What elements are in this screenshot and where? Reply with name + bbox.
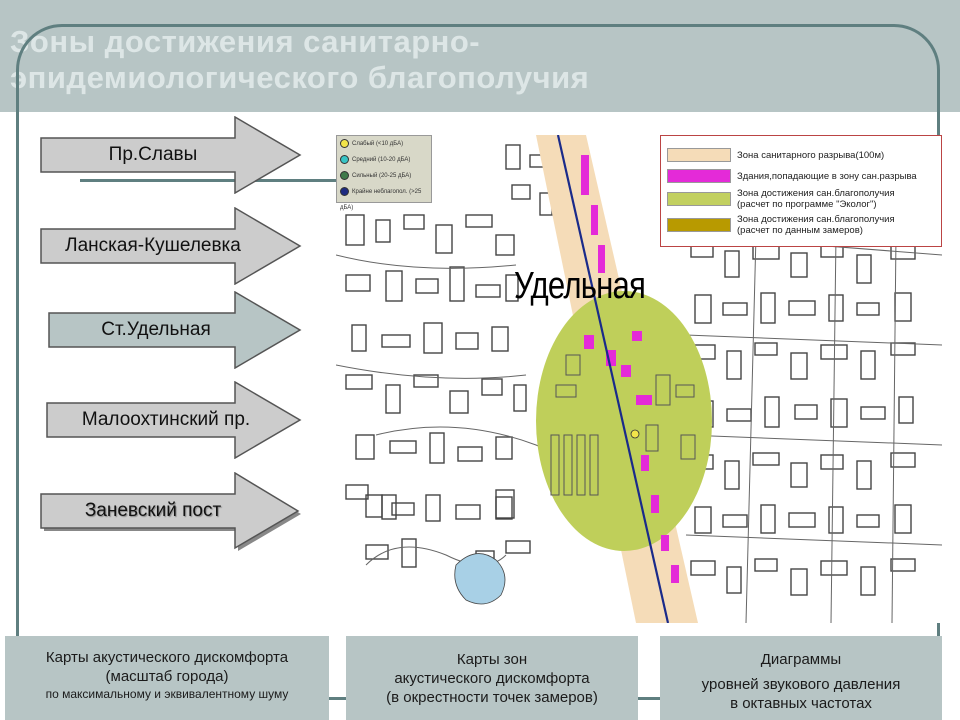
nav-label: Малоохтинский пр. [81,409,251,430]
bottom-box-diagrams[interactable] [660,636,942,720]
legend-swatch [667,218,731,232]
legend-dot-icon [340,155,349,164]
nav-label: Ланская-Кушелевка [65,235,241,256]
legend-dot-icon [340,187,349,196]
bottom-box-line-3: в октавных частотах [730,695,872,712]
legend-item: Крайне неблагопол. (>25 дБА) [340,184,431,216]
page-title [10,24,950,96]
legend-text: Зона достижения сан.благополучия (расчет по данным замеров) [737,214,895,236]
bottom-box-line-2: (масштаб города) [105,668,229,685]
bottom-box-line-2: акустического дискомфорта [394,670,590,687]
legend-dot-icon [340,139,349,148]
bottom-box-line-3: (в окрестности точек замеров) [386,689,598,706]
well-being-zone [536,291,712,551]
noise-zone-map [336,135,942,623]
measurement-point [631,430,639,438]
nav-arrow-zanevsky[interactable] [40,472,302,550]
title-line-2: эпидемиологического благополучия [10,60,590,95]
legend-item [667,186,941,212]
nav-arrow-malookhtinsky[interactable] [46,381,308,459]
legend-item [667,212,941,238]
noise-level-legend [336,135,432,211]
bottom-box-city-maps[interactable] [5,636,329,720]
nav-arrow-lanskaya[interactable] [40,207,302,285]
map-legend [660,135,942,247]
legend-item: Зона санитарного разрыва(100м) [667,144,941,166]
legend-swatch [667,192,731,206]
bottom-box-zone-maps[interactable] [346,636,638,720]
nav-arrow-st-udelnaya[interactable] [48,291,310,369]
nav-label: Ст.Удельная [101,319,211,340]
legend-swatch [667,169,731,183]
bottom-box-line-1: Карты акустического дискомфорта [45,649,289,666]
legend-text: Зона достижения сан.благополучия (расчет по программе "Эколог") [737,188,895,210]
bottom-box-line-1: Диаграммы [760,651,842,668]
nav-arrow-pr-slavy[interactable] [40,116,302,194]
bottom-box-line-1: Карты зон [456,651,528,668]
legend-item: Слабый (<10 дБА) [340,136,431,152]
legend-item: Здания,попадающие в зону сан.разрыва [667,166,941,186]
legend-item: Сильный (20-25 дБА) [340,168,431,184]
station-label: Удельная [514,265,646,307]
legend-dot-icon [340,171,349,180]
nav-label: Пр.Славы [108,144,198,165]
title-line-1: Зоны достижения санитарно- [10,24,481,59]
bottom-box-line-2: уровней звукового давления [701,676,901,693]
legend-item: Средний (10-20 дБА) [340,152,431,168]
lake [455,554,505,604]
nav-label: Заневский пост [84,500,222,521]
bottom-box-line-3: по максимальному и эквивалентному шуму [45,687,289,701]
legend-swatch [667,148,731,162]
